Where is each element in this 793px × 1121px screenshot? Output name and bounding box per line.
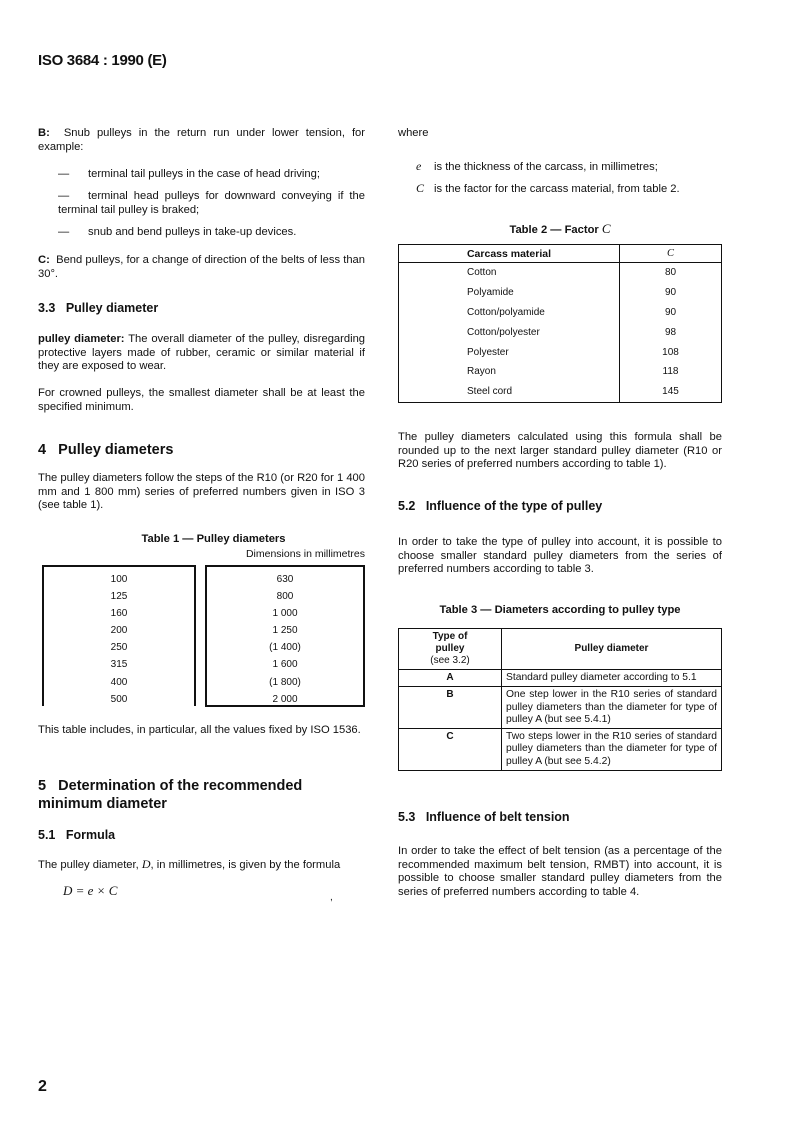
factor-c-cell: 90 — [664, 287, 677, 299]
item-b-text: Snub pulleys in the return run under lower tension, for example: — [38, 127, 365, 153]
section-3-3-heading — [38, 301, 365, 315]
item-c — [38, 254, 365, 281]
factor-c-cell: 98 — [664, 326, 677, 338]
caption-text: Table 2 — Factor C — [509, 221, 611, 236]
factor-c-cell: 90 — [664, 306, 677, 318]
table-row — [399, 670, 722, 687]
section-number: 3.3 — [38, 301, 56, 315]
pulley-diameter-cell: Standard pulley diameter according to 5.1 — [502, 670, 722, 687]
table-header-row — [399, 629, 722, 670]
section-title: Formula — [65, 828, 116, 842]
section-3-3-note — [38, 387, 365, 414]
table-1-cell: (1 800) — [269, 676, 301, 688]
paragraph: The pulley diameters calculated using this formula shall be rounded up to the next larger standard pulley diameter (R10 or R20 series of preferred numbers according to table 1). — [398, 431, 722, 471]
section-title: Determination of the recommended — [58, 778, 303, 794]
table-1-cell: 1 000 — [272, 608, 298, 620]
dash-bullet: — — [58, 190, 70, 202]
paragraph: In order to take the effect of belt tension (as a percentage of the recommended maximum belt tension, RMBT) into account, it is possible to choose smaller standard pulley diameters from the series of preferred numbers according to table 4. — [398, 845, 722, 898]
section-title-line2: minimum diameter — [38, 796, 167, 812]
table-1-right-block — [205, 565, 365, 707]
variable-d: D — [141, 857, 151, 871]
table-1-left-block — [42, 565, 196, 706]
variable-c: C — [601, 221, 611, 236]
section-4-heading — [38, 441, 365, 459]
carcass-material-cell: Polyester — [399, 342, 620, 362]
item-b-label: B: — [38, 127, 50, 139]
symbol: C — [416, 181, 425, 195]
section-number: 4 — [38, 442, 47, 458]
table-row — [399, 687, 722, 729]
table-1-cell: 400 — [110, 676, 128, 688]
paragraph: The pulley diameters follow the steps of the R10 (or R20 for 1 400 mm and 1 800 mm) series of preferred numbers given in ISO 3 (see table 1). — [38, 472, 365, 512]
table-header-row — [399, 245, 722, 263]
table-1-cell: 1 250 — [272, 625, 298, 637]
formula: D = e × C — [63, 883, 118, 898]
section-5-heading — [38, 777, 365, 813]
list-item — [58, 226, 365, 240]
table-row — [399, 322, 722, 342]
carcass-material-cell: Polyamide — [399, 283, 620, 303]
table-1-cell: 630 — [276, 574, 294, 585]
list-item-body — [58, 190, 365, 217]
dash-bullet: — — [58, 226, 70, 238]
table-3-caption: Table 3 — Diameters according to pulley type — [439, 604, 681, 616]
section-title: Pulley diameters — [58, 442, 174, 458]
definition-text: The overall diameter of the pulley, disregarding protective layers made of rubber, ceramic or similar material if they are exposed to wear. — [38, 333, 366, 373]
pulley-diameter-cell: Two steps lower in the R10 series of standard pulley diameters than the diameter for type of pulley A (but see 5.4.2) — [502, 729, 722, 771]
header-pulley-diameter: Pulley diameter — [502, 629, 722, 670]
section-3-3-definition — [38, 333, 365, 374]
item-c-label: C: — [38, 254, 50, 266]
factor-c-cell: 80 — [664, 267, 677, 279]
list-item-text: terminal tail pulleys in the case of head driving; — [88, 168, 320, 180]
table-1-cell: 500 — [110, 693, 128, 705]
section-5-3-text — [398, 845, 722, 899]
table-1-cell: 2 000 — [272, 693, 298, 705]
section-5-1-text — [38, 858, 365, 873]
pulley-type-table — [398, 628, 722, 771]
note-text: For crowned pulleys, the smallest diameter shall be at least the specified minimum. — [38, 387, 365, 413]
section-5-heading-line1 — [38, 777, 365, 795]
section-5-3-heading — [398, 810, 722, 824]
pulley-type-cell: B — [399, 687, 502, 729]
page-number: 2 — [38, 1078, 47, 1095]
stray-mark: , — [330, 892, 333, 903]
section-5-2-heading — [398, 499, 722, 513]
item-b-paragraph — [38, 127, 365, 154]
table-2 — [398, 244, 722, 403]
section-4-text — [38, 472, 365, 513]
section-title: Influence of belt tension — [425, 810, 570, 824]
table-3 — [398, 628, 722, 771]
table-1-cell: 1 600 — [272, 659, 298, 671]
table-row — [399, 263, 722, 283]
rounding-text — [398, 431, 722, 472]
factor-table — [398, 244, 722, 403]
factor-c-cell: 145 — [662, 386, 679, 398]
table-row — [399, 303, 722, 323]
table-row — [399, 362, 722, 382]
table-row — [399, 729, 722, 771]
section-5-2-text — [398, 536, 722, 577]
pulley-diameter-cell: One step lower in the R10 series of standard pulley diameters than the diameter for type of pulley A (but see 5.4.1) — [502, 687, 722, 729]
table-1-cell: 250 — [110, 642, 128, 654]
table-1-cell: (1 400) — [269, 642, 301, 654]
table-1-cell: 200 — [110, 625, 128, 637]
list-item — [58, 190, 365, 217]
header-type-of-pulley — [399, 629, 502, 670]
list-item-body — [58, 226, 365, 240]
where-label — [398, 127, 722, 141]
definition-text: is the factor for the carcass material, from table 2. — [434, 183, 680, 195]
carcass-material-cell: Rayon — [399, 362, 620, 382]
table-row — [399, 382, 722, 402]
header-carcass-material: Carcass material — [399, 245, 620, 263]
section-number: 5.3 — [398, 810, 416, 824]
symbol: e — [416, 159, 422, 173]
carcass-material-cell: Cotton/polyester — [399, 322, 620, 342]
item-b — [38, 127, 365, 154]
item-b-list — [58, 168, 365, 182]
pulley-type-cell: A — [399, 670, 502, 687]
definition-c — [416, 179, 722, 197]
section-number: 5.1 — [38, 828, 56, 842]
table-1-units: Dimensions in millimetres — [245, 548, 365, 560]
section-number: 5 — [38, 778, 47, 794]
table-1-cell: 315 — [110, 659, 128, 671]
paragraph: where — [398, 127, 429, 139]
document-header: ISO 3684 : 1990 (E) — [38, 52, 167, 69]
item-c-text: Bend pulleys, for a change of direction of the belts of less than 30°. — [38, 254, 365, 280]
section-title: Pulley diameter — [65, 301, 159, 315]
section-5-1-heading — [38, 828, 365, 842]
table-row — [399, 283, 722, 303]
list-item-text: snub and bend pulleys in take-up devices. — [88, 226, 297, 238]
section-title: Influence of the type of pulley — [425, 499, 603, 513]
carcass-material-cell: Cotton — [399, 263, 620, 283]
table-1-cell: 100 — [110, 574, 128, 585]
carcass-material-cell: Cotton/polyamide — [399, 303, 620, 323]
header-c: C — [620, 245, 722, 263]
section-number: 5.2 — [398, 499, 416, 513]
table-2-caption — [398, 221, 722, 237]
list-item — [58, 168, 365, 182]
pulley-type-cell: C — [399, 729, 502, 771]
formula-intro: The pulley diameter, D, in millimetres, is given by the formula — [38, 857, 341, 871]
table-1-cell: 125 — [110, 591, 128, 603]
table-row — [399, 342, 722, 362]
header-line: Type of pulley — [432, 631, 468, 654]
paragraph: In order to take the type of pulley into account, it is possible to choose smaller standard pulley diameters from the series of preferred numbers according to table 3. — [398, 536, 722, 576]
table-1-cell: 160 — [110, 608, 128, 620]
factor-c-cell: 108 — [662, 346, 679, 358]
table-1-note — [38, 724, 365, 738]
definition-text: is the thickness of the carcass, in millimetres; — [434, 161, 658, 173]
definition-e — [416, 157, 722, 175]
defined-term: pulley diameter: — [38, 333, 125, 345]
header-subline: (see 3.2) — [430, 655, 470, 666]
dash-bullet: — — [58, 168, 70, 180]
table-1-caption: Table 1 — Pulley diameters — [141, 533, 286, 545]
item-c-paragraph — [38, 254, 365, 281]
carcass-material-cell: Steel cord — [399, 382, 620, 402]
table-1-cell: 800 — [276, 591, 294, 603]
list-item-text: terminal head pulleys for downward conveying if the terminal tail pulley is braked; — [58, 190, 365, 216]
factor-c-cell: 118 — [662, 366, 679, 378]
definition-paragraph — [38, 333, 365, 374]
paragraph: This table includes, in particular, all the values fixed by ISO 1536. — [38, 724, 361, 736]
